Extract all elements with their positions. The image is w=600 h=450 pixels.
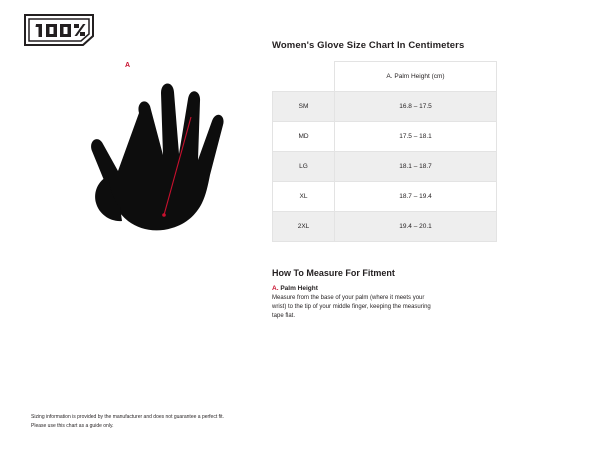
table-header-blank [273,62,335,92]
footer-line-1: Sizing information is provided by the manufacturer and does not guarantee a perfect fit. [31,414,224,420]
cell-size: MD [273,122,335,152]
table-header-row [273,62,497,92]
footer-line-2: Please use this chart as a guide only. [31,422,114,429]
how-to-measure-text: Measure from the base of your palm (where it meets your wrist) to the tip of your middle finger, keeping the measuring tape flat. [272,295,431,319]
measure-marker-label: A. [272,285,279,292]
table-row [273,122,497,152]
measure-item-name: Palm Height [280,285,318,292]
table-row [273,92,497,122]
footer-disclaimer [31,413,224,430]
size-chart-table [272,61,497,242]
measure-marker-a: A [125,62,131,69]
cell-palm-height: 18.1 – 18.7 [335,152,497,182]
page-title: Women's Glove Size Chart In Centimeters [272,40,465,51]
glove-hand-diagram [60,55,260,255]
how-to-measure-title: How To Measure For Fitment [272,268,395,278]
cell-size: SM [273,92,335,122]
cell-size: LG [273,152,335,182]
cell-size: 2XL [273,212,335,242]
table-row [273,182,497,212]
cell-palm-height: 18.7 – 19.4 [335,182,497,212]
table-header-palm-height: A. Palm Height (cm) [335,62,497,92]
how-to-measure-item-label [272,285,572,292]
chart-column [272,40,572,321]
cell-palm-height: 16.8 – 17.5 [335,92,497,122]
table-row [273,152,497,182]
cell-size: XL [273,182,335,212]
table-row [273,212,497,242]
cell-palm-height: 17.5 – 18.1 [335,122,497,152]
hundred-percent-logo [22,14,96,46]
cell-palm-height: 19.4 – 20.1 [335,212,497,242]
how-to-measure-section [272,268,572,321]
